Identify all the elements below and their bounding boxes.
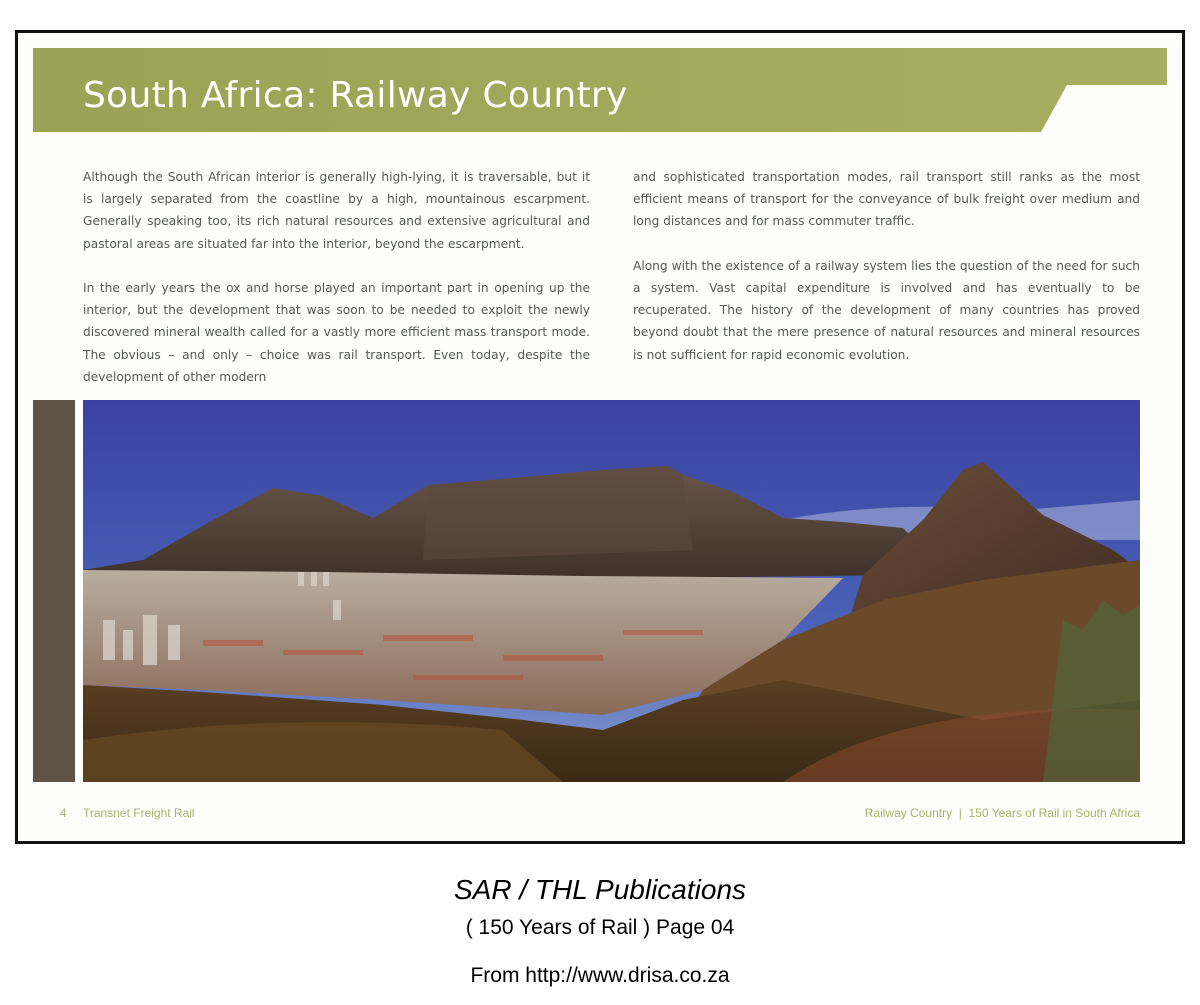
text-column-left: [83, 166, 590, 410]
paragraph: In the early years the ox and horse played an important part in opening up the interior, but the development that was soon to be needed to exploit the newly discovered mineral wealth called for a vastly more efficient mass transport mode. The obvious – and only – choice was rail transport. Even today, despite the development of other modern: [83, 281, 590, 384]
footer-publisher: Transnet Freight Rail: [83, 806, 195, 820]
paragraph: Although the South African interior is generally high-lying, it is traversable, but it is largely separated from the coastline by a high, mountainous escarpment. Generally speaking too, its rich natural resources and extensive agricultural and pastoral areas are situated far into the interior, beyond the escarpment.: [83, 170, 590, 251]
text-column-right: [633, 166, 1140, 388]
footer-running-title: Railway Country | 150 Years of Rail in South Africa: [864, 806, 1140, 820]
side-accent-bar: [33, 400, 75, 782]
paragraph: and sophisticated transportation modes, rail transport still ranks as the most efficient means of transport for the conveyance of bulk freight over medium and long distances and for mass commuter traffic.: [633, 170, 1140, 229]
caption-subtitle: ( 150 Years of Rail ) Page 04: [465, 916, 735, 939]
landscape-image: [83, 400, 1140, 782]
paragraph: Along with the existence of a railway system lies the question of the need for such a system. Vast capital expenditure is involved and has eventually to be recuperated. The history of the development of many countries has proved beyond doubt that the mere presence of natural resources and mineral resources is not sufficient for rapid economic evolution.: [633, 258, 1140, 362]
page-title: South Africa: Railway Country: [83, 75, 628, 116]
caption-source: From http://www.drisa.co.za: [470, 964, 730, 987]
table-mountain-photo: [83, 400, 1140, 782]
title-banner: [33, 48, 1167, 132]
caption-title: SAR / THL Publications: [453, 874, 747, 905]
page-number: 4: [60, 806, 67, 820]
